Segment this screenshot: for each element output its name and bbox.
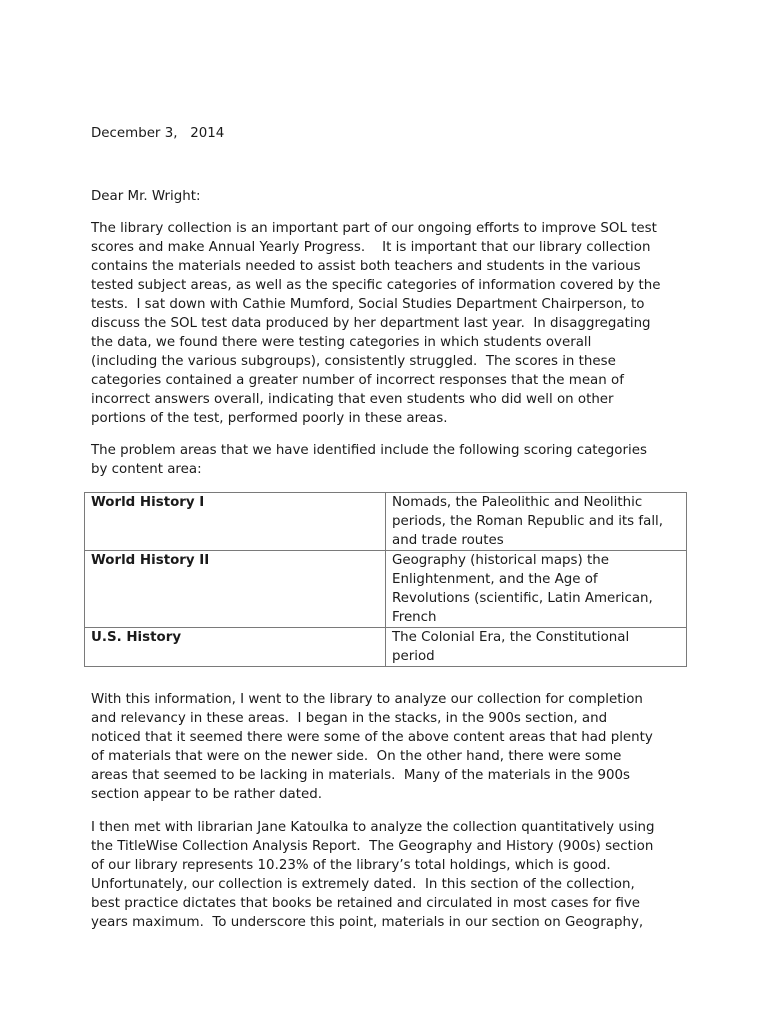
subject-cell: World History II xyxy=(85,551,386,628)
topic-line: Enlightenment, and the Age of xyxy=(392,572,598,587)
paragraph-line: discuss the SOL test data produced by her department last year. In disaggregating xyxy=(91,316,651,331)
paragraph-line: Unfortunately, our collection is extremely dated. In this section of the collection, xyxy=(91,877,635,892)
paragraph-line: I then met with librarian Jane Katoulka to analyze the collection quantitatively using xyxy=(91,820,655,835)
topic-line: period xyxy=(392,649,435,664)
paragraph-line: noticed that it seemed there were some of the above content areas that had plenty xyxy=(91,730,653,745)
subject-cell: World History I xyxy=(85,493,386,551)
paragraph-line: of materials that were on the newer side. On the other hand, there were some xyxy=(91,749,622,764)
topics-cell xyxy=(386,493,687,551)
table-row xyxy=(85,551,687,628)
paragraph-line: (including the various subgroups), consistently struggled. The scores in these xyxy=(91,354,616,369)
paragraph-line: portions of the test, performed poorly in these areas. xyxy=(91,411,448,426)
paragraph-line: categories contained a greater number of incorrect responses that the mean of xyxy=(91,373,624,388)
topics-cell xyxy=(386,628,687,667)
letter-salutation: Dear Mr. Wright: xyxy=(91,189,201,204)
paragraph-line: the TitleWise Collection Analysis Report. The Geography and History (900s) section xyxy=(91,839,654,854)
topic-line: The Colonial Era, the Constitutional xyxy=(392,630,630,645)
topic-line: Geography (historical maps) the xyxy=(392,553,609,568)
paragraph-line: by content area: xyxy=(91,462,202,477)
subject-cell: U.S. History xyxy=(85,628,386,667)
paragraph-line: of our library represents 10.23% of the library’s total holdings, which is good. xyxy=(91,858,611,873)
topics-cell xyxy=(386,551,687,628)
paragraph-problem-areas xyxy=(91,441,691,479)
paragraph-line: section appear to be rather dated. xyxy=(91,787,322,802)
paragraph-library-visit xyxy=(91,690,691,804)
table-row xyxy=(85,493,687,551)
paragraph-line: incorrect answers overall, indicating that even students who did well on other xyxy=(91,392,614,407)
topic-line: Revolutions (scientific, Latin American, xyxy=(392,591,653,606)
paragraph-line: With this information, I went to the library to analyze our collection for completion xyxy=(91,692,643,707)
letter-date: December 3, 2014 xyxy=(91,126,225,141)
topic-line: Nomads, the Paleolithic and Neolithic xyxy=(392,495,643,510)
paragraph-line: The library collection is an important part of our ongoing efforts to improve SOL test xyxy=(91,221,657,236)
topic-line: periods, the Roman Republic and its fall, xyxy=(392,514,664,529)
paragraph-line: tested subject areas, as well as the specific categories of information covered by the xyxy=(91,278,661,293)
paragraph-line: The problem areas that we have identified include the following scoring categories xyxy=(91,443,647,458)
paragraph-line: areas that seemed to be lacking in materials. Many of the materials in the 900s xyxy=(91,768,631,783)
table-row xyxy=(85,628,687,667)
paragraph-line: scores and make Annual Yearly Progress. It is important that our library collection xyxy=(91,240,651,255)
paragraph-line: best practice dictates that books be retained and circulated in most cases for five xyxy=(91,896,641,911)
scoring-categories-table xyxy=(84,492,687,667)
paragraph-line: years maximum. To underscore this point, materials in our section on Geography, xyxy=(91,915,644,930)
topic-line: and trade routes xyxy=(392,533,504,548)
paragraph-line: tests. I sat down with Cathie Mumford, Social Studies Department Chairperson, to xyxy=(91,297,645,312)
paragraph-intro xyxy=(91,219,691,428)
paragraph-titlewise-analysis xyxy=(91,818,691,932)
paragraph-line: and relevancy in these areas. I began in the stacks, in the 900s section, and xyxy=(91,711,608,726)
paragraph-line: the data, we found there were testing categories in which students overall xyxy=(91,335,592,350)
topic-line: French xyxy=(392,610,437,625)
paragraph-line: contains the materials needed to assist both teachers and students in the various xyxy=(91,259,641,274)
